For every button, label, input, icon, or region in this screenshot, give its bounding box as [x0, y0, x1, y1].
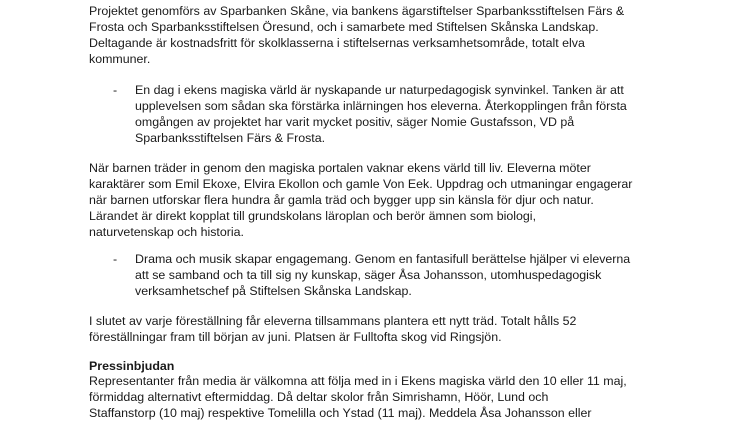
paragraph-project-intro: Projektet genomförs av Sparbanken Skåne, via bankens ägarstiftelser Sparbanksstiftelsen Färs & Frosta och Sparbanksstiftelsen Öresund, och i samarbete med Stiftelsen Skånska Landskap. Deltagande är kostnadsfritt för skolklasserna i stiftelsernas verksamhetsområde, totalt elva kommuner. — [89, 4, 625, 66]
quote-text: Drama och musik skapar engagemang. Genom en fantasifull berättelse hjälper vi eleverna att se samband och ta till sig ny kunskap, säger Åsa Johansson, utomhuspedagogisk verksamhetschef på Stiftelsen Skånska Landskap. — [135, 252, 631, 298]
paragraph-press-invitation: Representanter från media är välkomna att följa med in i Ekens magiska värld den 10 eller 11 maj, förmiddag alternativt eftermiddag. Då deltar skolor från Simrishamn, Höör, Lund och Staffanstorp (10 maj) respektive Tomelilla och Ystad (11 maj). Meddela Åsa Johansson eller — [89, 374, 627, 420]
quote-dash: - — [113, 252, 118, 266]
paragraph-magic-portal: När barnen träder in genom den magiska portalen vaknar ekens värld till liv. Eleverna möter karaktärer som Emil Ekoxe, Elvira Ekollon och gamle Von Eek. Uppdrag och utmaningar engagerar när barnen utforskar flera hundra år gamla träd och bygger upp sin känsla för djur och natur. Lärandet är direkt kopplat till grundskolans läroplan och berör ämnen som biologi, naturvetenskap och historia. — [89, 161, 633, 239]
quote-dash: - — [113, 83, 118, 97]
quote-text: En dag i ekens magiska värld är nyskapande ur naturpedagogisk synvinkel. Tanken är att upplevelsen som sådan ska förstärka inlärningen hos eleverna. Återkopplingen från första omgången av projektet har varit mycket positiv, säger Nomie Gustafsson, VD på Sparbanksstiftelsen Färs & Frosta. — [135, 83, 627, 145]
paragraph-tree-planting: I slutet av varje föreställning får eleverna tillsammans plantera ett nytt träd. Totalt hålls 52 föreställningar fram till början av juni. Platsen är Fulltofta skog vid Ringsjön. — [89, 314, 577, 344]
heading-pressinbjudan: Pressinbjudan — [89, 359, 175, 373]
